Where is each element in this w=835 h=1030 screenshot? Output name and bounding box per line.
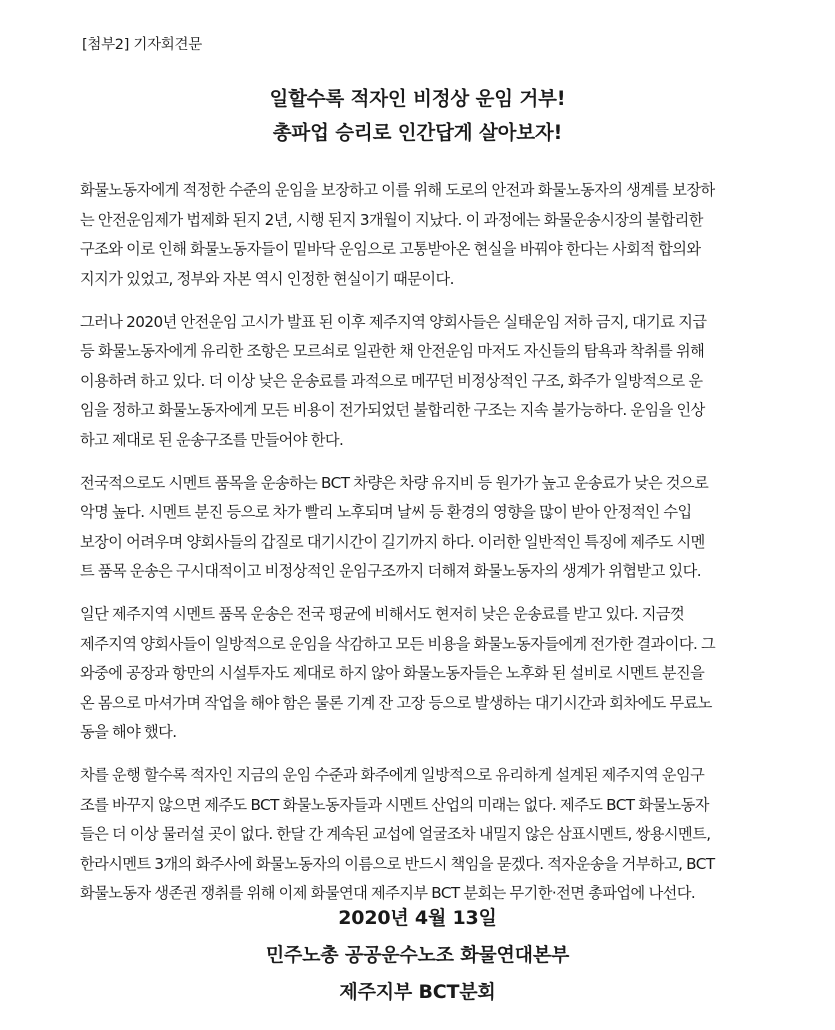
paragraph-5: [80, 761, 756, 909]
text-line: 화물노동자 생존권 쟁취를 위해 이제 화물연대 제주지부 BCT 분회는 무기한·전면 총파업에 나선다.: [80, 884, 696, 902]
text-line: 이용하려 하고 있다. 더 이상 낮은 운송료를 과적으로 메꾸던 비정상적인 구조, 화주가 일방적으로 운: [80, 371, 703, 390]
paragraph-4: [80, 600, 756, 748]
document-body: [80, 176, 756, 922]
text-line: 보장이 어려우며 양회사들의 갑질로 대기시간이 길기까지 하다. 이러한 일반적인 특징에 제주도 시멘: [80, 532, 705, 551]
text-line: 는 안전운임제가 법제화 된지 2년, 시행 된지 3개월이 지났다. 이 과정에는 화물운송시장의 불합리한: [80, 210, 703, 229]
text-line: 그러나 2020년 안전운임 고시가 발표 된 이후 제주지역 양회사들은 실태운임 저하 금지, 대기료 지급: [80, 312, 707, 331]
text-line: 구조와 이로 인해 화물노동자들이 밑바닥 운임으로 고통받아온 현실을 바꿔야 한다는 사회적 합의와: [80, 240, 701, 258]
signature-organization: 민주노총 공공운수노조 화물연대본부: [265, 944, 570, 966]
title-line: 총파업 승리로 인간답게 살아보자!: [272, 121, 563, 144]
text-line: 조를 바꾸지 않으면 제주도 BCT 화물노동자들과 시멘트 산업의 미래는 없다. 제주도 BCT 화물노동자: [80, 795, 709, 814]
document-title: [0, 82, 835, 150]
text-line: 트 품목 운송은 구시대적이고 비정상적인 운임구조까지 더해져 화물노동자의 생계가 위협받고 있다.: [80, 562, 702, 580]
text-line: 등 화물노동자에게 유리한 조항은 모르쇠로 일관한 채 안전운임 마저도 자신들의 탐욕과 착취를 위해: [80, 342, 705, 360]
signature-date: 2020년 4월 13일: [338, 907, 497, 929]
title-line: 일할수록 적자인 비정상 운임 거부!: [269, 87, 566, 110]
text-line: 하고 제대로 된 운송구조를 만들어야 한다.: [80, 430, 344, 449]
text-line: 지지가 있었고, 정부와 자본 역시 인정한 현실이기 때문이다.: [80, 269, 454, 288]
text-line: 제주지역 양회사들이 일방적으로 운임을 삭감하고 모든 비용을 화물노동자들에게 전가한 결과이다. 그: [80, 634, 716, 653]
text-line: 차를 운행 할수록 적자인 지금의 운임 수준과 화주에게 일방적으로 유리하게 설계된 제주지역 운임구: [80, 766, 705, 784]
paragraph-1: [80, 176, 756, 294]
text-line: 임을 정하고 화물노동자에게 모든 비용이 전가되었던 불합리한 구조는 지속 불가능하다. 운임을 인상: [80, 401, 705, 419]
text-line: 와중에 공장과 항만의 시설투자도 제대로 하지 않아 화물노동자들은 노후화 된 설비로 시멘트 분진을: [80, 664, 705, 682]
paragraph-3: [80, 469, 756, 587]
text-line: 한라시멘트 3개의 화주사에 화물노동자의 이름으로 반드시 책임을 묻겠다. 적자운송을 거부하고, BCT: [80, 854, 715, 873]
text-line: 동을 해야 했다.: [80, 723, 177, 741]
attachment-label: [첨부2] 기자회견문: [82, 37, 202, 53]
text-line: 전국적으로도 시멘트 품목을 운송하는 BCT 차량은 차량 유지비 등 원가가 높고 운송료가 낮은 것으로: [80, 473, 709, 492]
text-line: 들은 더 이상 물러설 곳이 없다. 한달 간 계속된 교섭에 얼굴조차 내밀지 않은 삼표시멘트, 쌍용시멘트,: [80, 825, 711, 843]
text-line: 화물노동자에게 적정한 수준의 운임을 보장하고 이를 위해 도로의 안전과 화물노동자의 생계를 보장하: [80, 181, 715, 199]
paragraph-2: [80, 308, 756, 456]
text-line: 악명 높다. 시멘트 분진 등으로 차가 빨리 노후되며 날씨 등 환경의 영향을 많이 받아 안정적인 수입: [80, 503, 692, 521]
text-line: 온 몸으로 마셔가며 작업을 해야 함은 물론 기계 잔 고장 등으로 발생하는 대기시간과 회차에도 무료노: [80, 693, 712, 712]
signature-block: [0, 900, 835, 1011]
text-line: 일단 제주지역 시멘트 품목 운송은 전국 평균에 비해서도 현저히 낮은 운송료를 받고 있다. 지금껏: [80, 605, 685, 623]
signature-branch: 제주지부 BCT분회: [339, 981, 496, 1003]
